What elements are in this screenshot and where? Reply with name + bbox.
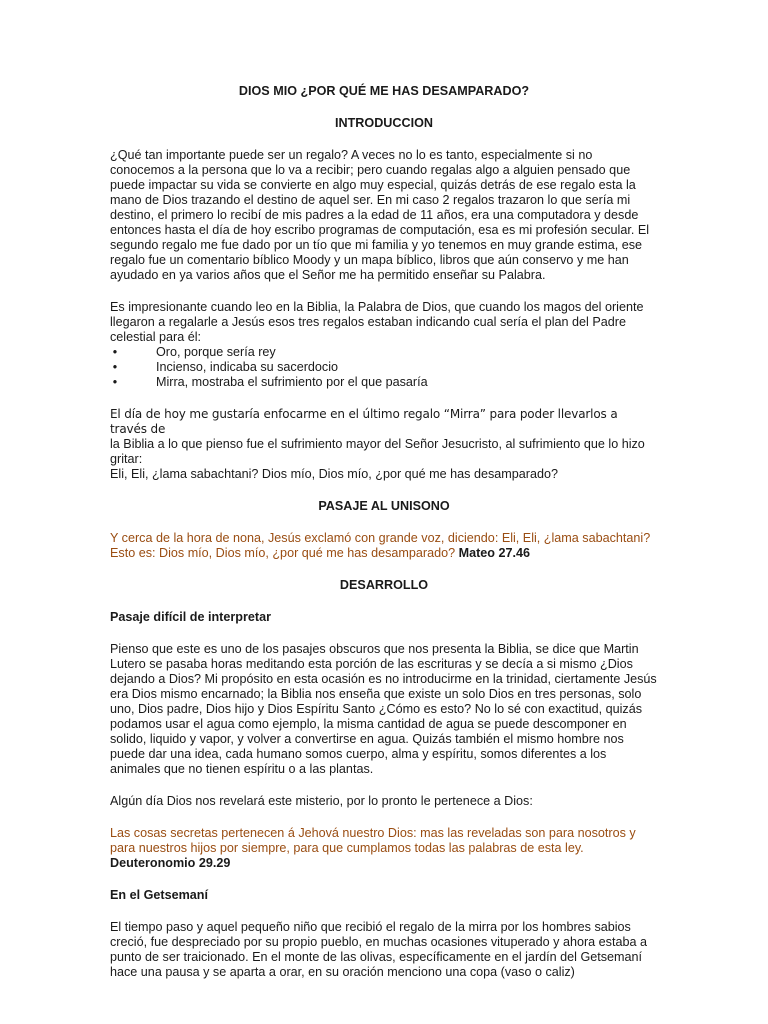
- intro-paragraph-2: Es impresionante cuando leo en la Biblia, la Palabra de Dios, que cuando los magos del oriente llegaron a regalarle a Jesús esos tres regalos estaban indicando cual sería el plan del Padre celestial para él:: [110, 300, 644, 344]
- intro-paragraph-1: ¿Qué tan importante puede ser un regalo? A veces no lo es tanto, especialmente si no conocemos a la persona que lo va a recibir; pero cuando regalas algo a alguien pensado que puede impactar su vida se convierte en algo muy especial, quizás detrás de ese regalo esta la mano de Dios trazando el destino de aquel ser. En mi caso 2 regalos trazaron lo que sería mi destino, el primero lo recibí de mis padres a la edad de 11 años, era una computadora y desde entonces hasta el día de hoy escribo programas de computación, esa es mi profesión secular. El segundo regalo me fue dado por un tío que mi familia y yo tenemos en muy grande estima, ese regalo fue un comentario bíblico Moody y un mapa bíblico, libros que aún conservo y me han ayudado en ya varios años que el Señor me ha permitido enseñar su Palabra.: [110, 148, 650, 282]
- subheading-getsemani: En el Getsemaní: [110, 888, 208, 902]
- desarrollo-paragraph-2: Algún día Dios nos revelará este misterio, por lo pronto le pertenece a Dios:: [110, 794, 533, 808]
- section-heading-desarrollo: DESARROLLO: [339, 578, 429, 592]
- scripture-quote: Las cosas secretas pertenecen á Jehová nuestro Dios: mas las reveladas son para nosotros y para nuestros hijos por siempre, para que cumplamos todas las palabras de esta ley.: [110, 826, 636, 855]
- section-heading-pasaje: PASAJE AL UNISONO: [318, 499, 450, 513]
- bullet-icon: •: [112, 345, 118, 359]
- desarrollo-paragraph-3: El tiempo paso y aquel pequeño niño que recibió el regalo de la mirra por los hombres sabios creció, fue despreciado por su propio pueblo, en muchas ocasiones vituperado y ahora estaba a punto de ser traicionado. En el monte de las olivas, específicamente en el jardín del Getsemaní hace una pausa y se aparta a orar, en su oración menciono una copa (vaso o caliz): [110, 920, 647, 979]
- scripture-quote: Y cerca de la hora de nona, Jesús exclamó con grande voz, diciendo: Eli, Eli, ¿lama sabachtani? Esto es: Dios mío, Dios mío, ¿por qué me has desamparado?: [110, 531, 651, 560]
- list-item-text: Incienso, indicaba su sacerdocio: [156, 360, 339, 374]
- scripture-reference: Deuteronomio 29.29: [110, 856, 231, 870]
- section-heading-introduccion: INTRODUCCION: [335, 116, 433, 130]
- list-item: [110, 375, 658, 390]
- deuteronomio-quote-block: [110, 826, 658, 871]
- gifts-list: [110, 345, 658, 390]
- pasaje-quote-block: [110, 531, 658, 561]
- bullet-icon: •: [112, 360, 118, 374]
- subheading-pasaje-dificil: Pasaje difícil de interpretar: [110, 610, 271, 624]
- bullet-icon: •: [112, 375, 118, 389]
- list-item: [110, 345, 658, 360]
- scripture-reference: Mateo 27.46: [458, 546, 530, 560]
- intro-paragraph-3: [110, 407, 658, 482]
- intro-paragraph-3-line1: El día de hoy me gustaría enfocarme en el último regalo “Mirra” para poder llevarlos a través de: [110, 407, 618, 436]
- list-item-text: Mirra, mostraba el sufrimiento por el que pasaría: [156, 375, 428, 389]
- document-title: DIOS MIO ¿POR QUÉ ME HAS DESAMPARADO?: [238, 84, 530, 98]
- list-item: [110, 360, 658, 375]
- intro-paragraph-3-quote: Eli, Eli, ¿lama sabachtani? Dios mío, Dios mío, ¿por qué me has desamparado?: [110, 467, 558, 481]
- intro-paragraph-3-rest: la Biblia a lo que pienso fue el sufrimiento mayor del Señor Jesucristo, al sufrimiento que lo hizo gritar:: [110, 437, 645, 466]
- desarrollo-paragraph-1: Pienso que este es uno de los pasajes obscuros que nos presenta la Biblia, se dice que Martin Lutero se pasaba horas meditando esta porción de las escrituras y se decía a si mismo ¿Dios dejando a Dios? Mi propósito en esta ocasión es no introducirme en la trinidad, ciertamente Jesús era Dios mismo encarnado; la Biblia nos enseña que existe un solo Dios en tres personas, solo uno, Dios padre, Dios hijo y Dios Espíritu Santo ¿Cómo es esto? No lo sé con exactitud, quizás podamos usar el agua como ejemplo, la misma cantidad de agua se puede descomponer en solido, liquido y vapor, y volver a convertirse en agua. Quizás también el mismo hombre nos puede dar una idea, cada humano somos cuerpo, alma y espíritu, somos diferentes a los animales que no tienen espíritu o a las plantas.: [110, 642, 657, 776]
- list-item-text: Oro, porque sería rey: [156, 345, 276, 359]
